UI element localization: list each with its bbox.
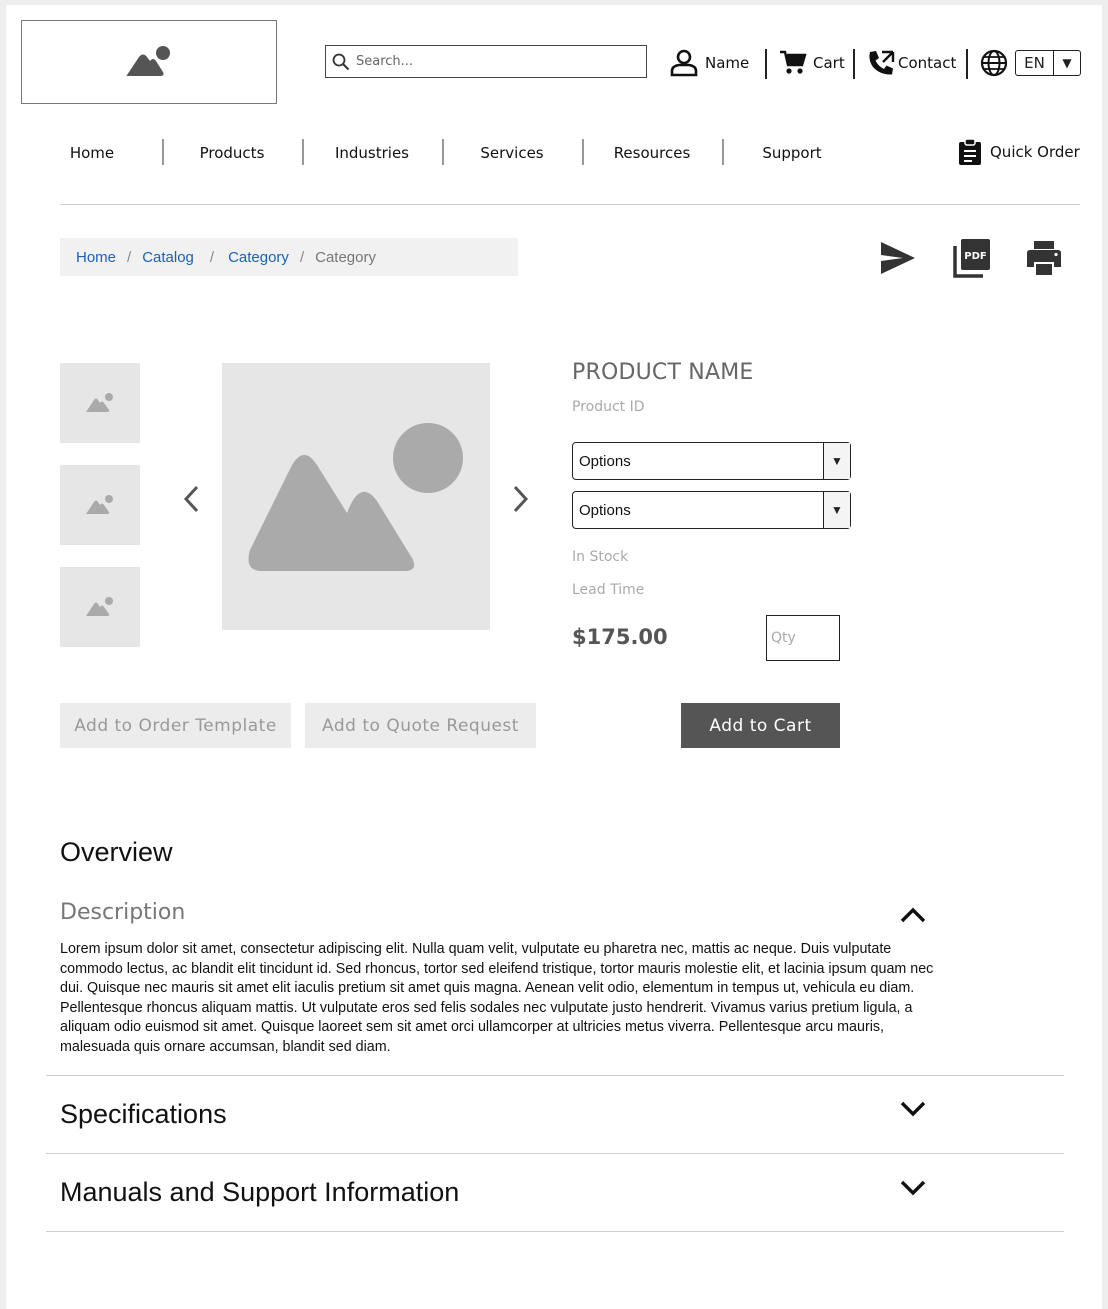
cart-icon — [779, 50, 807, 76]
contact-link[interactable] — [867, 47, 956, 79]
option-select-1[interactable] — [572, 442, 851, 480]
nav-products[interactable]: Products — [199, 144, 265, 162]
chevron-up-icon[interactable] — [896, 902, 930, 928]
manuals-heading[interactable]: Manuals and Support Information — [60, 1177, 460, 1207]
search-icon[interactable] — [326, 53, 356, 71]
breadcrumb-separator: / — [299, 248, 305, 266]
product-name: PRODUCT NAME — [572, 360, 754, 385]
chevron-down-icon: ▼ — [1062, 56, 1072, 70]
contact-label: Contact — [898, 54, 957, 72]
thumbnail[interactable] — [60, 567, 140, 647]
chevron-down-icon: ▼ — [824, 443, 850, 479]
thumbnail[interactable] — [60, 363, 140, 443]
image-placeholder-icon — [85, 596, 115, 618]
description-heading[interactable]: Description — [60, 900, 186, 925]
quick-order-link[interactable] — [958, 137, 1080, 167]
lead-time: Lead Time — [572, 582, 645, 598]
breadcrumb-separator: / — [127, 248, 132, 266]
pdf-icon[interactable] — [950, 233, 994, 283]
image-placeholder-icon — [222, 363, 490, 630]
chevron-left-icon[interactable] — [176, 479, 206, 519]
cart-label: Cart — [813, 54, 845, 72]
svg-text:PDF: PDF — [964, 251, 987, 262]
cart-link[interactable] — [779, 47, 845, 79]
search-input[interactable] — [356, 54, 626, 69]
image-placeholder-icon — [85, 494, 115, 516]
option-select-value: Options — [573, 492, 824, 528]
language-value: EN — [1016, 51, 1054, 75]
accordion-divider — [46, 1075, 1064, 1076]
header-divider — [853, 49, 855, 79]
quick-order-label: Quick Order — [990, 143, 1080, 161]
product-page — [6, 5, 1102, 1309]
globe-icon[interactable] — [980, 49, 1008, 77]
chevron-down-icon[interactable] — [896, 1175, 930, 1201]
add-to-quote-request-button[interactable]: Add to Quote Request — [305, 703, 536, 748]
breadcrumb-catalog[interactable]: Catalog — [142, 248, 194, 266]
breadcrumb-category[interactable]: Category — [228, 248, 289, 266]
add-to-cart-button[interactable]: Add to Cart — [681, 703, 840, 748]
nav-support[interactable]: Support — [762, 144, 822, 162]
main-product-image — [222, 363, 490, 630]
description-text: Lorem ipsum dolor sit amet, consectetur adipiscing elit. Nulla quam velit, vulputate eu pharetra nec, mattis ac neque. Duis vulputate commodo lectus, ac blandit elit tincidunt id. Sed rhoncus, tortor sed eleifend tristique, tortor mauris molestie elit, et lacinia ipsum quam nec dui. Quisque nec mauris sit amet elit iaculis pretium sit amet quis magna. Aenean velit odio, elementum in tempus ut, vehicula eu diam. Pellentesque rhoncus aliquam mattis. Ut vulputate eros sed felis sodales nec vulputate justo hendrerit. Vivamus varius pretium ligula, a aliquam odio euismod sit amet. Quisque laoreet sem sit amet orci ullamcorper at ultricies metus viverra. Pellentesque arcu mauris, malesuada quis ornare accumsan, blandit sed diam. — [60, 941, 934, 1055]
breadcrumb — [60, 238, 518, 276]
breadcrumb-current: Category — [315, 248, 376, 266]
quantity-box[interactable] — [766, 615, 840, 661]
image-placeholder-icon — [125, 45, 173, 79]
price: $175.00 — [572, 625, 668, 649]
option-select-2[interactable] — [572, 491, 851, 529]
breadcrumb-home[interactable]: Home — [76, 248, 117, 266]
option-select-value: Options — [573, 443, 824, 479]
stock-status: In Stock — [572, 549, 629, 565]
nav-resources[interactable]: Resources — [613, 144, 691, 162]
header-divider — [966, 49, 968, 79]
breadcrumb-separator: / — [209, 248, 215, 266]
nav-industries[interactable]: Industries — [334, 144, 410, 162]
chevron-right-icon[interactable] — [506, 479, 536, 519]
add-to-order-template-button[interactable]: Add to Order Template — [60, 703, 291, 748]
clipboard-icon — [958, 138, 982, 166]
nav-divider-line — [60, 204, 1080, 205]
language-select[interactable] — [1015, 50, 1081, 76]
phone-icon — [867, 49, 897, 77]
search-box[interactable] — [325, 45, 647, 78]
print-icon[interactable] — [1022, 233, 1066, 283]
image-placeholder-icon — [85, 392, 115, 414]
send-icon[interactable] — [876, 233, 920, 283]
account-link[interactable] — [669, 47, 749, 79]
chevron-down-icon: ▼ — [824, 492, 850, 528]
specifications-heading[interactable]: Specifications — [60, 1099, 227, 1129]
nav-services[interactable]: Services — [480, 144, 544, 162]
quantity-input[interactable] — [767, 616, 839, 660]
nav-home[interactable]: Home — [69, 144, 115, 162]
account-label: Name — [705, 54, 750, 72]
user-icon — [669, 49, 699, 77]
thumbnail[interactable] — [60, 465, 140, 545]
accordion-divider — [46, 1231, 1064, 1232]
header-divider — [765, 49, 767, 79]
chevron-down-icon[interactable] — [896, 1096, 930, 1122]
logo[interactable] — [21, 20, 277, 104]
overview-heading: Overview — [60, 837, 173, 867]
product-id: Product ID — [572, 399, 645, 415]
accordion-divider — [46, 1153, 1064, 1154]
